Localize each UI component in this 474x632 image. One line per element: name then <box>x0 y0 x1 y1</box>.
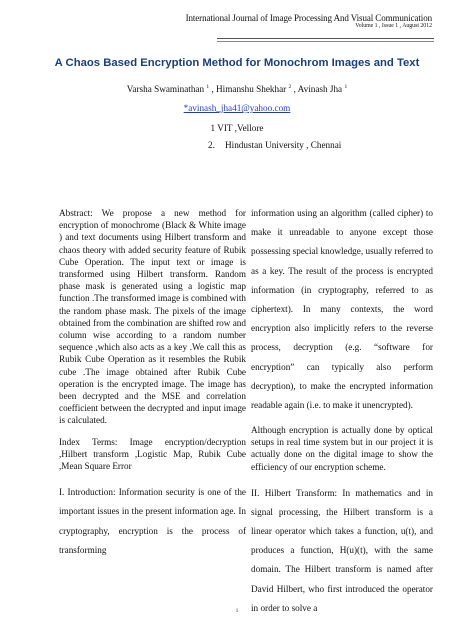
affiliation-number: 2. <box>208 140 215 150</box>
volume-info: Volume 1 , Issue 1 , August 2012 <box>355 23 432 30</box>
left-column <box>59 207 246 560</box>
right-column <box>251 204 433 618</box>
body-paragraph: Although encryption is actually done by optical setups in real time system but in our project it is actually done on the digital image to show the efficiency of our encryption scheme. <box>251 425 433 472</box>
affiliation-2 <box>208 140 341 150</box>
paper-title: A Chaos Based Encryption Method for Monochrom Images and Text <box>54 57 420 69</box>
author-mark: 2 <box>288 84 292 90</box>
author-name: Avinash Jha <box>297 84 343 95</box>
abstract: Abstract: We propose a new method for encryption of monochrome (Black & White image ) and text documents using Hilbert transform and chaos theory with added security feature of Rubik Cube Operation. The input text or image is transformed using Hilbert transform. Random phase mask is generated using a logistic map function .The transformed image is combined with the random phase mask. The pixels of the image obtained from the combination are shifted row and column wise according to a random number sequence ,which also acts as a key .We call this as Rubik Cube Operation as it resembles the Rubik cube .The image obtained after Rubik Cube operation is the encrypted image. The image has been decrypted and the MSE and correlation coefficient between the decrypted and input image is calculated. <box>59 208 246 426</box>
introduction: I. Introduction: Information security is one of the important issues in the present information age. In cryptography, encryption is the process of transforming <box>59 487 246 555</box>
body-paragraph: information using an algorithm (called cipher) to make it unreadable to anyone except those possessing special knowledge, usually referred to as a key. The result of the process is encrypted information (in cryptography, referred to as ciphertext). In many contexts, the word encryption also implicitly refers to the reverse process, decryption (e.g. “software for encryption” can typically also perform decryption), to make the encrypted information readable again (i.e. to make it unencrypted). <box>251 208 433 411</box>
email-link[interactable]: *avinash_jha41@yahoo.com <box>183 103 291 113</box>
affiliation-text: Hindustan University , Chennai <box>225 140 342 150</box>
page-number: 1 <box>235 609 239 614</box>
author-name: Varsha Swaminathan <box>126 84 205 95</box>
author-line: Varsha Swaminathan $^1$ , Himanshu Shekhar $^2$ , Avinash Jha $^1$ <box>126 84 348 95</box>
affiliation-1: 1 VIT ,Vellore <box>210 123 264 133</box>
journal-name: International Journal of Image Processing And Visual Communication <box>185 13 432 23</box>
section-hilbert-transform: II. Hilbert Transform: In mathematics and in signal processing, the Hilbert transform is a linear operator which takes a function, u(t), and produces a function, H(u)(t), with the same domain. The Hilbert transform is named after David Hilbert, who first introduced the operator in order to solve a <box>251 487 433 613</box>
index-terms: Index Terms: Image encryption/decryption ,Hilbert transform ,Logistic Map, Rubik Cube ,Mean Square Error <box>59 436 246 472</box>
author-name: Himanshu Shekhar <box>216 84 287 95</box>
author-mark: 1 <box>206 84 210 90</box>
header-rule <box>217 38 434 39</box>
author-mark: 1 <box>344 84 348 90</box>
header-rule-thin <box>217 41 434 42</box>
journal-header <box>172 14 432 30</box>
